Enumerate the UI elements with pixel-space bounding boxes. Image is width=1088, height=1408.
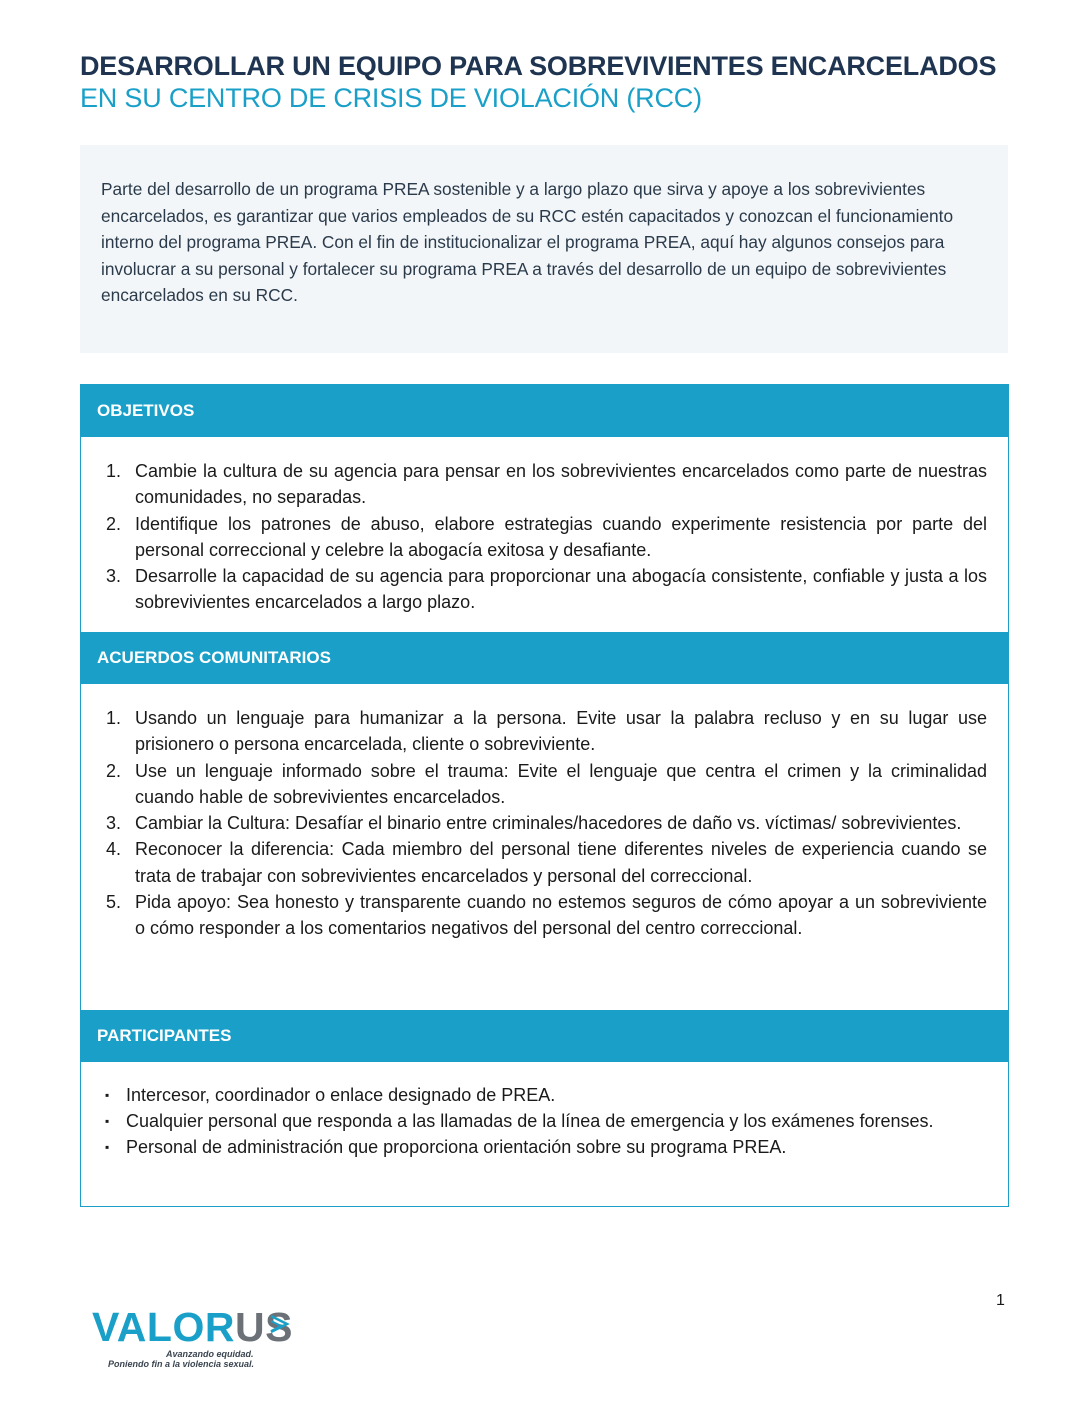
participantes-header-label: PARTICIPANTES	[97, 1026, 232, 1045]
list-item	[81, 458, 1008, 511]
item-text: Pida apoyo: Sea honesto y transparente cuando no estemos seguros de cómo apoyar a un sobreviviente o cómo responder a los comentarios negativos del personal del centro correccional.	[135, 892, 987, 939]
logo-tagline-1: Avanzando equidad.	[166, 1349, 254, 1359]
item-text: Intercesor, coordinador o enlace designado de PREA.	[126, 1085, 556, 1105]
content-panel	[80, 384, 1009, 1207]
list-item	[81, 1134, 1008, 1160]
item-text: Use un lenguaje informado sobre el trauma: Evite el lenguaje que centra el crimen y la criminalidad cuando hable de sobrevivientes encarcelados.	[135, 760, 987, 807]
intro-box	[80, 145, 1008, 353]
acuerdos-section	[81, 705, 1008, 942]
item-text: Reconocer la diferencia: Cada miembro del personal tiene diferentes niveles de experiencia cuando se trata de trabajar con sobrevivientes encarcelados y personal del correccional.	[135, 839, 987, 886]
list-item	[81, 836, 1008, 889]
item-text: Usando un lenguaje para humanizar a la persona. Evite usar la palabra recluso y en su lugar use prisionero o persona encarcelada, cliente o sobreviviente.	[135, 708, 987, 755]
objetivos-section	[81, 458, 1008, 616]
item-number: 3.	[106, 813, 122, 834]
logo-word-part1: VALOR	[92, 1304, 235, 1350]
bullet-icon: ▪	[105, 1114, 110, 1128]
title-line-1: DESARROLLAR UN EQUIPO PARA SOBREVIVIENTES ENCARCELADOS	[80, 51, 997, 81]
list-item	[81, 511, 1008, 564]
participantes-header	[81, 1010, 1008, 1062]
item-number: 1.	[106, 708, 122, 728]
list-item	[81, 705, 1008, 758]
participantes-section	[81, 1082, 1008, 1160]
list-item	[81, 563, 1008, 616]
list-item	[81, 810, 1008, 836]
item-text: Personal de administración que proporciona orientación sobre su programa PREA.	[126, 1137, 787, 1157]
objetivos-list	[81, 458, 1008, 616]
item-text: Cambie la cultura de su agencia para pensar en los sobrevivientes encarcelados como parte de nuestras comunidades, no separadas.	[135, 461, 987, 508]
list-item	[81, 1082, 1008, 1108]
acuerdos-header-label: ACUERDOS COMUNITARIOS	[97, 648, 331, 667]
bullet-icon: ▪	[105, 1140, 110, 1154]
item-text: Identifique los patrones de abuso, elabore estrategias cuando experimente resistencia por parte del personal correccional y celebre la abogacía exitosa y desafiante.	[135, 513, 987, 560]
title-line-2: EN SU CENTRO DE CRISIS DE VIOLACIÓN (RCC)	[80, 83, 702, 113]
participantes-list	[81, 1082, 1008, 1160]
objetivos-header-label: OBJETIVOS	[97, 401, 195, 420]
list-item	[81, 889, 1008, 942]
logo-tagline-2: Poniendo fin a la violencia sexual.	[108, 1359, 255, 1369]
page-number: 1	[996, 1292, 1005, 1309]
item-number: 3.	[106, 566, 122, 587]
bullet-icon: ▪	[105, 1088, 110, 1102]
item-number: 2.	[106, 760, 122, 781]
logo-word-part2: US	[234, 1304, 293, 1350]
item-number: 4.	[106, 839, 122, 860]
list-item	[81, 758, 1008, 811]
objetivos-header	[81, 385, 1008, 437]
list-item	[81, 1108, 1008, 1134]
item-text: Cualquier personal que responda a las llamadas de la línea de emergencia y los exámenes forenses.	[126, 1111, 934, 1131]
acuerdos-list	[81, 705, 1008, 942]
chevron-icon	[269, 1313, 291, 1339]
item-number: 2.	[106, 513, 122, 534]
document-title	[80, 50, 1020, 114]
acuerdos-header	[81, 632, 1008, 684]
intro-paragraph: Parte del desarrollo de un programa PREA sostenible y a largo plazo que sirva y apoye a los sobrevivientes encarcelados, es garantizar que varios empleados de su RCC estén capacitados y conozcan el funcionamiento interno del programa PREA. Con el fin de institucionalizar el programa PREA, aquí hay algunos consejos para involucrar a su personal y fortalecer su programa PREA a través del desarrollo de un equipo de sobrevivientes encarcelados en su RCC.	[101, 179, 954, 305]
item-number: 5.	[106, 892, 122, 913]
item-text: Cambiar la Cultura: Desafíar el binario entre criminales/hacedores de daño vs. víctimas/ sobrevivientes.	[135, 813, 962, 834]
valorus-logo	[92, 1305, 312, 1375]
item-number: 1.	[106, 461, 122, 481]
item-text: Desarrolle la capacidad de su agencia para proporcionar una abogacía consistente, confiable y justa a los sobrevivientes encarcelados a largo plazo.	[135, 566, 987, 613]
